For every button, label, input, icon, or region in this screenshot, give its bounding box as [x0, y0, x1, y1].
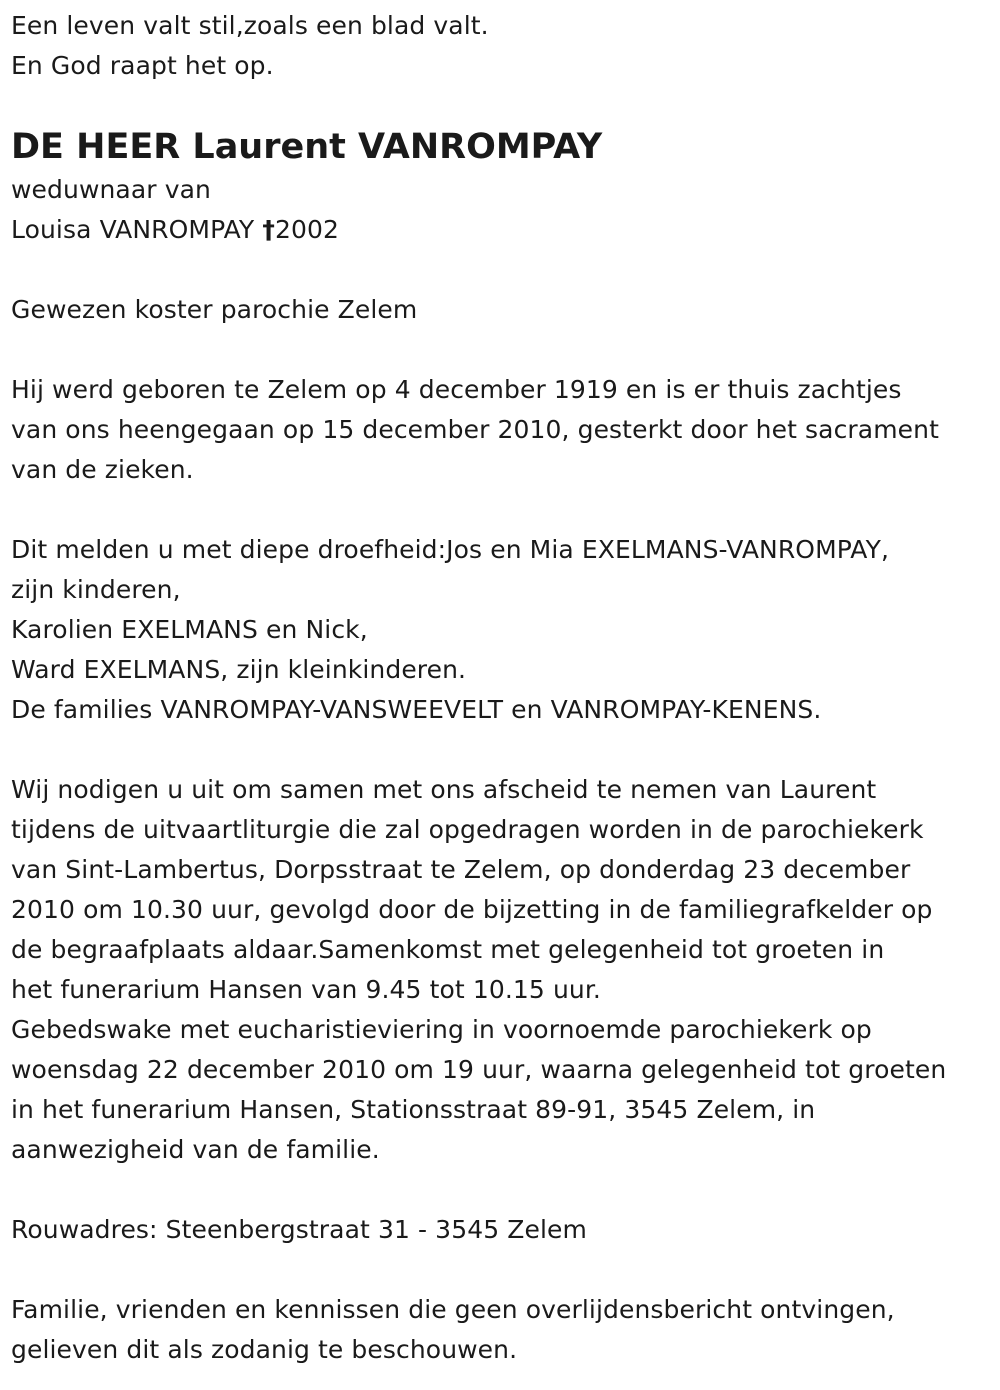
ceremony-line-4: 2010 om 10.30 uur, gevolgd door de bijzetting in de familiegrafkelder op	[11, 895, 933, 924]
ceremony-line-7: Gebedswake met eucharistieviering in voornoemde parochiekerk op	[11, 1015, 872, 1044]
deceased-name: DE HEER Laurent VANROMPAY	[11, 127, 603, 167]
birth-death-line-2: van ons heengegaan op 15 december 2010, gesterkt door het sacrament	[11, 415, 940, 444]
spacer	[11, 1170, 996, 1210]
spouse-line	[11, 210, 996, 250]
spouse-name: Louisa VANROMPAY	[11, 215, 255, 244]
ceremony-line-1: Wij nodigen u uit om samen met ons afscheid te nemen van Laurent	[11, 775, 877, 804]
spacer	[11, 1250, 996, 1290]
spacer	[11, 250, 996, 290]
spacer	[11, 730, 996, 770]
spacer	[11, 330, 996, 370]
relation-text: weduwnaar van	[11, 175, 211, 204]
occupation-text: Gewezen koster parochie Zelem	[11, 295, 418, 324]
spacer	[11, 490, 996, 530]
closing-line-1: Familie, vrienden en kennissen die geen overlijdensbericht ontvingen,	[11, 1295, 895, 1324]
ceremony-line-3: van Sint-Lambertus, Dorpsstraat te Zelem, op donderdag 23 december	[11, 855, 911, 884]
birth-death-line-1: Hij werd geboren te Zelem op 4 december 1919 en is er thuis zachtjes	[11, 375, 902, 404]
closing-line-2: gelieven dit als zodanig te beschouwen.	[11, 1335, 518, 1364]
birth-death-line-3: van de zieken.	[11, 455, 194, 484]
ceremony-line-6: het funerarium Hansen van 9.45 tot 10.15 uur.	[11, 975, 601, 1004]
spouse-year: 2002	[274, 215, 339, 244]
family-line-4: Ward EXELMANS, zijn kleinkinderen.	[11, 655, 467, 684]
cross-icon: †	[262, 215, 275, 244]
ceremony-line-2: tijdens de uitvaartliturgie die zal opgedragen worden in de parochiekerk	[11, 815, 924, 844]
family-line-1: Dit melden u met diepe droefheid:Jos en Mia EXELMANS-VANROMPAY,	[11, 535, 889, 564]
epigraph-line-2: En God raapt het op.	[11, 51, 274, 80]
family-line-5: De families VANROMPAY-VANSWEEVELT en VANROMPAY-KENENS.	[11, 695, 822, 724]
obituary-document	[11, 6, 996, 1370]
ceremony-line-5: de begraafplaats aldaar.Samenkomst met gelegenheid tot groeten in	[11, 935, 885, 964]
epigraph-line-1: Een leven valt stil,zoals een blad valt.	[11, 11, 489, 40]
mourning-address: Rouwadres: Steenbergstraat 31 - 3545 Zelem	[11, 1215, 587, 1244]
ceremony-line-8: woensdag 22 december 2010 om 19 uur, waarna gelegenheid tot groeten	[11, 1055, 947, 1084]
family-line-3: Karolien EXELMANS en Nick,	[11, 615, 368, 644]
ceremony-line-10: aanwezigheid van de familie.	[11, 1135, 380, 1164]
family-line-2: zijn kinderen,	[11, 575, 181, 604]
ceremony-line-9: in het funerarium Hansen, Stationsstraat 89-91, 3545 Zelem, in	[11, 1095, 816, 1124]
